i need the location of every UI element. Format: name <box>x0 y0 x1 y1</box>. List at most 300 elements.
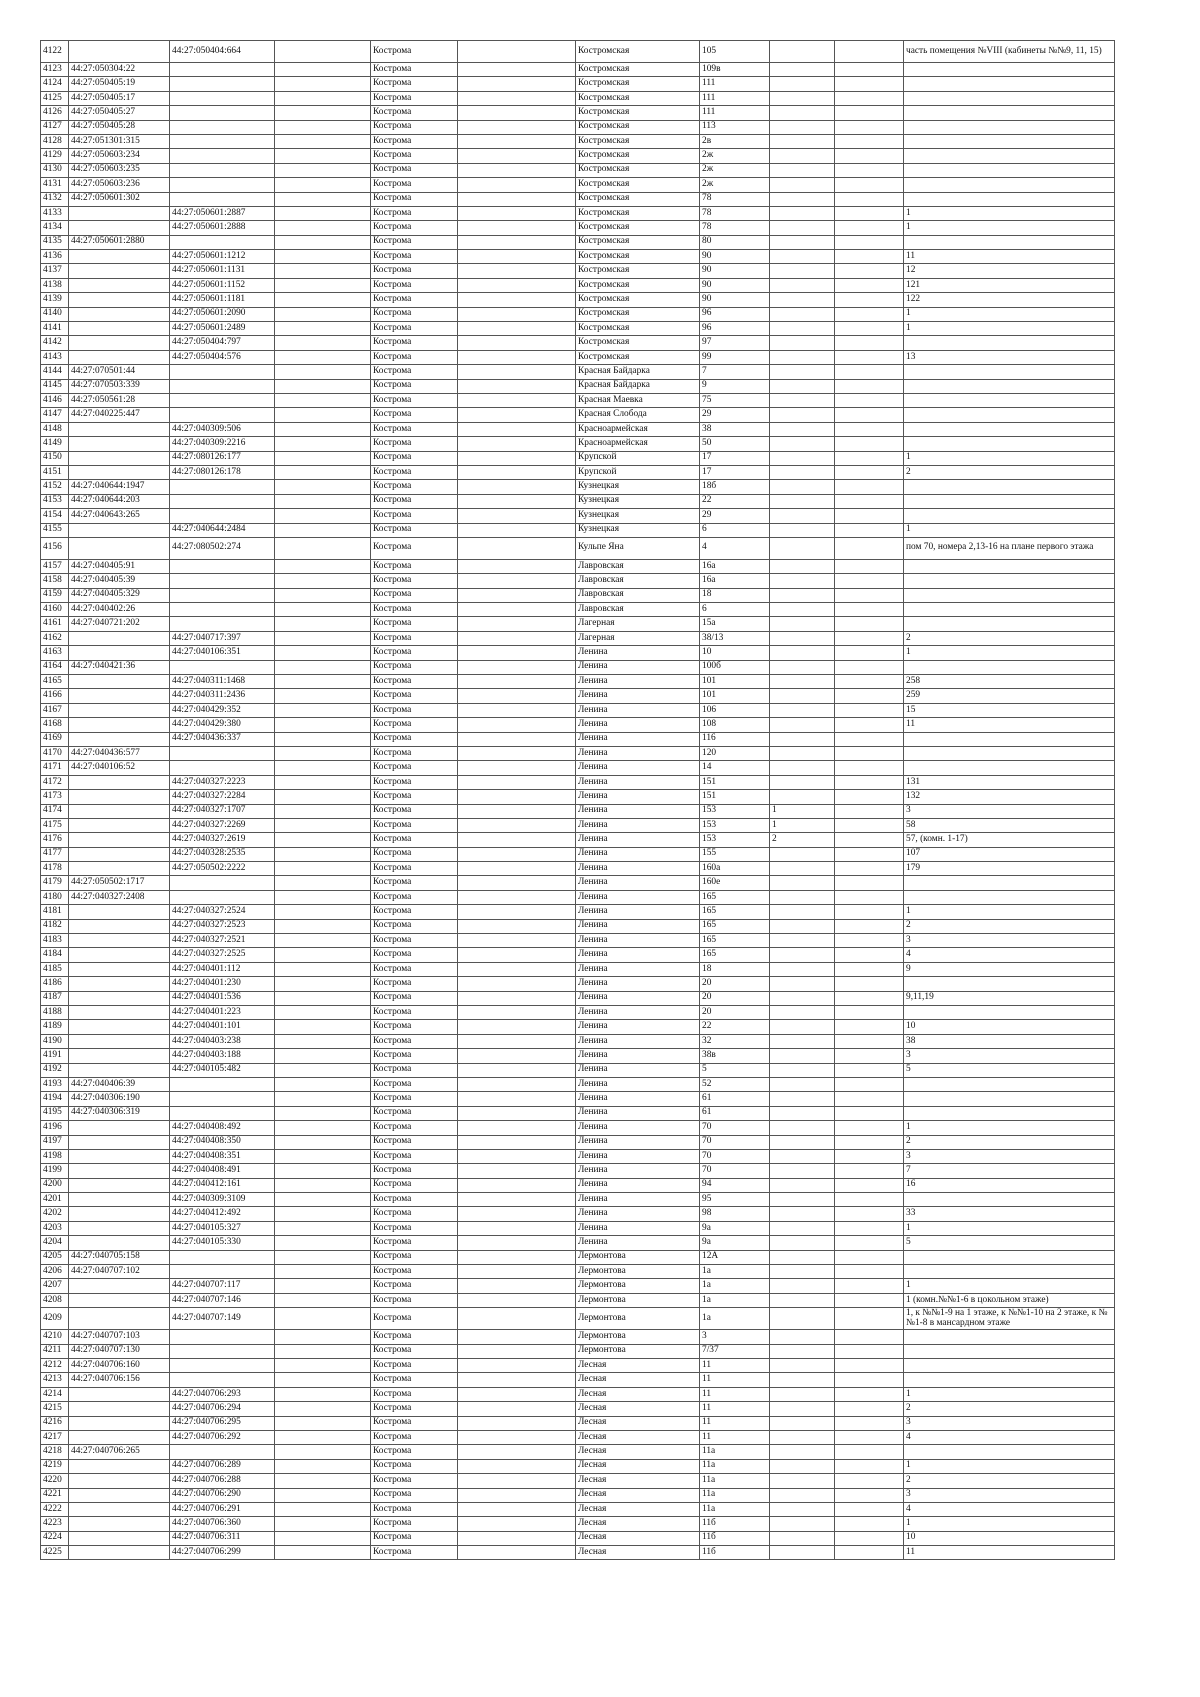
table-row <box>41 1308 1115 1330</box>
house-number-cell: 7/37 <box>700 1344 770 1358</box>
premises-description-cell: 11 <box>904 718 1115 732</box>
blank-column-cell <box>275 221 371 235</box>
premises-description-cell: 5 <box>904 1236 1115 1250</box>
blank-column-cell <box>835 790 904 804</box>
house-number-cell: 18б <box>700 480 770 494</box>
city-cell: Кострома <box>371 77 458 91</box>
parcel-cadastral-number-cell: 44:27:050601:2880 <box>69 235 170 249</box>
building-cell <box>770 660 835 674</box>
parcel-cadastral-number-cell: 44:27:050603:234 <box>69 149 170 163</box>
row-number-cell: 4186 <box>41 977 69 991</box>
row-number-cell: 4161 <box>41 617 69 631</box>
premises-description-cell: 58 <box>904 818 1115 832</box>
table-row <box>41 437 1115 451</box>
premises-description-cell: 12 <box>904 264 1115 278</box>
street-cell: Ленина <box>576 1121 700 1135</box>
building-cell <box>770 1121 835 1135</box>
building-cell <box>770 451 835 465</box>
premises-description-cell: 11 <box>904 250 1115 264</box>
row-number-cell: 4224 <box>41 1531 69 1545</box>
blank-column-cell <box>835 1531 904 1545</box>
blank-column-cell <box>275 804 371 818</box>
street-cell: Ленина <box>576 962 700 976</box>
table-row <box>41 934 1115 948</box>
street-cell: Ленина <box>576 818 700 832</box>
premises-description-cell: 1 <box>904 206 1115 220</box>
parcel-cadastral-number-cell <box>69 718 170 732</box>
row-number-cell: 4150 <box>41 451 69 465</box>
building-cell <box>770 1474 835 1488</box>
city-cell: Кострома <box>371 818 458 832</box>
table-row <box>41 1358 1115 1372</box>
table-row <box>41 1250 1115 1264</box>
street-cell: Костромская <box>576 336 700 350</box>
premises-cadastral-number-cell: 44:27:080502:274 <box>170 537 275 559</box>
house-number-cell: 17 <box>700 451 770 465</box>
parcel-cadastral-number-cell <box>69 1279 170 1293</box>
blank-column-cell <box>275 1020 371 1034</box>
premises-description-cell: 132 <box>904 790 1115 804</box>
table-row <box>41 559 1115 573</box>
city-cell: Кострома <box>371 163 458 177</box>
blank-column-cell <box>835 991 904 1005</box>
table-row <box>41 41 1115 63</box>
parcel-cadastral-number-cell <box>69 1149 170 1163</box>
house-number-cell: 5 <box>700 1063 770 1077</box>
building-cell <box>770 718 835 732</box>
street-cell: Ленина <box>576 1034 700 1048</box>
blank-column-cell <box>275 178 371 192</box>
blank-column-cell <box>835 890 904 904</box>
city-cell: Кострома <box>371 574 458 588</box>
blank-column-cell <box>835 1236 904 1250</box>
premises-cadastral-number-cell: 44:27:040429:352 <box>170 703 275 717</box>
table-row <box>41 948 1115 962</box>
blank-column-cell <box>835 905 904 919</box>
building-cell <box>770 1193 835 1207</box>
parcel-cadastral-number-cell <box>69 790 170 804</box>
house-number-cell: 11б <box>700 1546 770 1560</box>
parcel-cadastral-number-cell <box>69 1049 170 1063</box>
house-number-cell: 165 <box>700 934 770 948</box>
house-number-cell: 6 <box>700 603 770 617</box>
blank-column-cell <box>458 163 576 177</box>
street-cell: Кузнецкая <box>576 523 700 537</box>
blank-column-cell <box>275 934 371 948</box>
table-row <box>41 1020 1115 1034</box>
blank-column-cell <box>458 948 576 962</box>
blank-column-cell <box>275 675 371 689</box>
premises-description-cell: 1 <box>904 1121 1115 1135</box>
row-number-cell: 4166 <box>41 689 69 703</box>
blank-column-cell <box>835 1178 904 1192</box>
table-row <box>41 408 1115 422</box>
house-number-cell: 109в <box>700 63 770 77</box>
premises-cadastral-number-cell <box>170 509 275 523</box>
blank-column-cell <box>458 790 576 804</box>
street-cell: Ленина <box>576 646 700 660</box>
city-cell: Кострома <box>371 1279 458 1293</box>
premises-cadastral-number-cell <box>170 106 275 120</box>
house-number-cell: 3 <box>700 1330 770 1344</box>
premises-description-cell <box>904 761 1115 775</box>
parcel-cadastral-number-cell: 44:27:050603:235 <box>69 163 170 177</box>
street-cell: Лесная <box>576 1531 700 1545</box>
table-row <box>41 804 1115 818</box>
blank-column-cell <box>835 134 904 148</box>
street-cell: Лесная <box>576 1373 700 1387</box>
building-cell <box>770 646 835 660</box>
table-row <box>41 588 1115 602</box>
blank-column-cell <box>835 1308 904 1330</box>
blank-column-cell <box>835 1344 904 1358</box>
house-number-cell: 2ж <box>700 149 770 163</box>
blank-column-cell <box>458 1430 576 1444</box>
premises-description-cell: 259 <box>904 689 1115 703</box>
street-cell: Ленина <box>576 1178 700 1192</box>
parcel-cadastral-number-cell: 44:27:040705:158 <box>69 1250 170 1264</box>
table-row <box>41 221 1115 235</box>
premises-description-cell: 1 (комн.№№1-6 в цокольном этаже) <box>904 1293 1115 1307</box>
blank-column-cell <box>458 1207 576 1221</box>
street-cell: Ленина <box>576 718 700 732</box>
table-row <box>41 1207 1115 1221</box>
street-cell: Ленина <box>576 934 700 948</box>
blank-column-cell <box>275 264 371 278</box>
blank-column-cell <box>458 41 576 63</box>
row-number-cell: 4219 <box>41 1459 69 1473</box>
premises-cadastral-number-cell: 44:27:040105:327 <box>170 1221 275 1235</box>
city-cell: Кострома <box>371 1402 458 1416</box>
building-cell <box>770 1373 835 1387</box>
building-cell <box>770 847 835 861</box>
blank-column-cell <box>275 1430 371 1444</box>
parcel-cadastral-number-cell: 44:27:040706:160 <box>69 1358 170 1372</box>
premises-description-cell: 4 <box>904 948 1115 962</box>
blank-column-cell <box>458 1164 576 1178</box>
blank-column-cell <box>835 1135 904 1149</box>
street-cell: Ленина <box>576 689 700 703</box>
blank-column-cell <box>458 1149 576 1163</box>
parcel-cadastral-number-cell <box>69 322 170 336</box>
row-number-cell: 4188 <box>41 1006 69 1020</box>
blank-column-cell <box>458 1387 576 1401</box>
premises-description-cell <box>904 876 1115 890</box>
blank-column-cell <box>458 293 576 307</box>
parcel-cadastral-number-cell <box>69 962 170 976</box>
house-number-cell: 70 <box>700 1149 770 1163</box>
row-number-cell: 4167 <box>41 703 69 717</box>
street-cell: Лесная <box>576 1430 700 1444</box>
building-cell <box>770 559 835 573</box>
blank-column-cell <box>275 646 371 660</box>
table-row <box>41 149 1115 163</box>
blank-column-cell <box>275 149 371 163</box>
blank-column-cell <box>275 1279 371 1293</box>
blank-column-cell <box>835 1416 904 1430</box>
building-cell <box>770 790 835 804</box>
parcel-cadastral-number-cell <box>69 1488 170 1502</box>
premises-description-cell: 15 <box>904 703 1115 717</box>
blank-column-cell <box>835 480 904 494</box>
building-cell <box>770 1416 835 1430</box>
building-cell <box>770 775 835 789</box>
blank-column-cell <box>275 494 371 508</box>
house-number-cell: 101 <box>700 675 770 689</box>
premises-cadastral-number-cell: 44:27:040436:337 <box>170 732 275 746</box>
street-cell: Ленина <box>576 1092 700 1106</box>
table-row <box>41 1546 1115 1560</box>
street-cell: Ленина <box>576 1135 700 1149</box>
premises-description-cell: часть помещения №VIII (кабинеты №№9, 11, 15) <box>904 41 1115 63</box>
house-number-cell: 90 <box>700 250 770 264</box>
premises-description-cell <box>904 1250 1115 1264</box>
row-number-cell: 4140 <box>41 307 69 321</box>
street-cell: Ленина <box>576 703 700 717</box>
blank-column-cell <box>835 962 904 976</box>
table-row <box>41 603 1115 617</box>
street-cell: Лесная <box>576 1474 700 1488</box>
building-cell <box>770 1546 835 1560</box>
blank-column-cell <box>835 322 904 336</box>
house-number-cell: 78 <box>700 192 770 206</box>
house-number-cell: 75 <box>700 393 770 407</box>
row-number-cell: 4170 <box>41 746 69 760</box>
blank-column-cell <box>835 919 904 933</box>
house-number-cell: 29 <box>700 509 770 523</box>
street-cell: Крупской <box>576 465 700 479</box>
blank-column-cell <box>835 746 904 760</box>
house-number-cell: 11 <box>700 1430 770 1444</box>
blank-column-cell <box>275 480 371 494</box>
building-cell <box>770 192 835 206</box>
blank-column-cell <box>458 1063 576 1077</box>
table-row <box>41 1135 1115 1149</box>
street-cell: Костромская <box>576 293 700 307</box>
street-cell: Ленина <box>576 1164 700 1178</box>
premises-description-cell: 4 <box>904 1430 1115 1444</box>
blank-column-cell <box>458 422 576 436</box>
row-number-cell: 4208 <box>41 1293 69 1307</box>
premises-cadastral-number-cell: 44:27:040309:506 <box>170 422 275 436</box>
blank-column-cell <box>275 437 371 451</box>
blank-column-cell <box>458 264 576 278</box>
blank-column-cell <box>458 1106 576 1120</box>
premises-cadastral-number-cell: 44:27:050601:1181 <box>170 293 275 307</box>
premises-cadastral-number-cell: 44:27:040327:2284 <box>170 790 275 804</box>
house-number-cell: 160а <box>700 862 770 876</box>
blank-column-cell <box>458 1279 576 1293</box>
city-cell: Кострома <box>371 1020 458 1034</box>
table-row <box>41 660 1115 674</box>
blank-column-cell <box>275 1149 371 1163</box>
house-number-cell: 97 <box>700 336 770 350</box>
table-row <box>41 631 1115 645</box>
street-cell: Ленина <box>576 890 700 904</box>
table-row <box>41 1236 1115 1250</box>
city-cell: Кострома <box>371 660 458 674</box>
parcel-cadastral-number-cell <box>69 307 170 321</box>
parcel-cadastral-number-cell <box>69 41 170 63</box>
row-number-cell: 4160 <box>41 603 69 617</box>
house-number-cell: 151 <box>700 775 770 789</box>
blank-column-cell <box>458 1373 576 1387</box>
blank-column-cell <box>275 1250 371 1264</box>
building-cell: 2 <box>770 833 835 847</box>
street-cell: Красная Слобода <box>576 408 700 422</box>
parcel-cadastral-number-cell <box>69 1034 170 1048</box>
premises-description-cell: 3 <box>904 1049 1115 1063</box>
premises-description-cell: 3 <box>904 1488 1115 1502</box>
blank-column-cell <box>458 559 576 573</box>
table-row <box>41 991 1115 1005</box>
premises-cadastral-number-cell: 44:27:080126:178 <box>170 465 275 479</box>
table-row <box>41 1149 1115 1163</box>
premises-description-cell <box>904 1358 1115 1372</box>
premises-description-cell <box>904 1344 1115 1358</box>
parcel-cadastral-number-cell <box>69 1221 170 1235</box>
city-cell: Кострома <box>371 1034 458 1048</box>
city-cell: Кострома <box>371 120 458 134</box>
parcel-cadastral-number-cell <box>69 437 170 451</box>
premises-description-cell: 2 <box>904 465 1115 479</box>
table-row <box>41 818 1115 832</box>
premises-cadastral-number-cell: 44:27:040717:397 <box>170 631 275 645</box>
street-cell: Ленина <box>576 847 700 861</box>
street-cell: Кузнецкая <box>576 494 700 508</box>
building-cell <box>770 1517 835 1531</box>
blank-column-cell <box>458 1502 576 1516</box>
blank-column-cell <box>275 523 371 537</box>
building-cell <box>770 689 835 703</box>
blank-column-cell <box>835 1445 904 1459</box>
building-cell <box>770 264 835 278</box>
premises-cadastral-number-cell <box>170 660 275 674</box>
blank-column-cell <box>275 408 371 422</box>
premises-description-cell <box>904 746 1115 760</box>
premises-cadastral-number-cell <box>170 574 275 588</box>
blank-column-cell <box>275 890 371 904</box>
street-cell: Ленина <box>576 977 700 991</box>
table-row <box>41 617 1115 631</box>
blank-column-cell <box>835 451 904 465</box>
parcel-cadastral-number-cell <box>69 847 170 861</box>
house-number-cell: 32 <box>700 1034 770 1048</box>
blank-column-cell <box>275 1265 371 1279</box>
blank-column-cell <box>275 775 371 789</box>
table-row <box>41 1077 1115 1091</box>
city-cell: Кострома <box>371 689 458 703</box>
parcel-cadastral-number-cell: 44:27:050304:22 <box>69 63 170 77</box>
city-cell: Кострома <box>371 307 458 321</box>
table-row <box>41 1063 1115 1077</box>
house-number-cell: 29 <box>700 408 770 422</box>
row-number-cell: 4127 <box>41 120 69 134</box>
building-cell <box>770 574 835 588</box>
blank-column-cell <box>275 1531 371 1545</box>
blank-column-cell <box>835 336 904 350</box>
blank-column-cell <box>835 732 904 746</box>
parcel-cadastral-number-cell <box>69 250 170 264</box>
table-row <box>41 465 1115 479</box>
parcel-cadastral-number-cell: 44:27:040721:202 <box>69 617 170 631</box>
city-cell: Кострома <box>371 1135 458 1149</box>
city-cell: Кострома <box>371 149 458 163</box>
premises-description-cell: 3 <box>904 1149 1115 1163</box>
blank-column-cell <box>835 1164 904 1178</box>
city-cell: Кострома <box>371 804 458 818</box>
blank-column-cell <box>275 703 371 717</box>
blank-column-cell <box>275 509 371 523</box>
parcel-cadastral-number-cell: 44:27:040225:447 <box>69 408 170 422</box>
parcel-cadastral-number-cell <box>69 1546 170 1560</box>
blank-column-cell <box>458 1416 576 1430</box>
premises-cadastral-number-cell: 44:27:050404:576 <box>170 350 275 364</box>
street-cell: Костромская <box>576 77 700 91</box>
house-number-cell: 2ж <box>700 163 770 177</box>
building-cell <box>770 948 835 962</box>
table-row <box>41 876 1115 890</box>
premises-cadastral-number-cell <box>170 761 275 775</box>
street-cell: Лавровская <box>576 603 700 617</box>
blank-column-cell <box>275 1416 371 1430</box>
city-cell: Кострома <box>371 1344 458 1358</box>
blank-column-cell <box>458 1308 576 1330</box>
blank-column-cell <box>458 393 576 407</box>
parcel-cadastral-number-cell: 44:27:050405:17 <box>69 91 170 105</box>
blank-column-cell <box>835 833 904 847</box>
blank-column-cell <box>835 1149 904 1163</box>
house-number-cell: 90 <box>700 264 770 278</box>
city-cell: Кострома <box>371 1250 458 1264</box>
street-cell: Ленина <box>576 991 700 1005</box>
house-number-cell: 165 <box>700 905 770 919</box>
building-cell <box>770 1344 835 1358</box>
street-cell: Костромская <box>576 63 700 77</box>
blank-column-cell <box>275 761 371 775</box>
building-cell <box>770 1135 835 1149</box>
street-cell: Лесная <box>576 1445 700 1459</box>
city-cell: Кострома <box>371 336 458 350</box>
parcel-cadastral-number-cell <box>69 1459 170 1473</box>
premises-cadastral-number-cell: 44:27:040327:2521 <box>170 934 275 948</box>
blank-column-cell <box>835 1092 904 1106</box>
blank-column-cell <box>835 934 904 948</box>
blank-column-cell <box>835 631 904 645</box>
blank-column-cell <box>458 120 576 134</box>
house-number-cell: 106 <box>700 703 770 717</box>
house-number-cell: 98 <box>700 1207 770 1221</box>
building-cell <box>770 163 835 177</box>
blank-column-cell <box>835 559 904 573</box>
building-cell <box>770 890 835 904</box>
blank-column-cell <box>275 588 371 602</box>
city-cell: Кострома <box>371 264 458 278</box>
blank-column-cell <box>275 991 371 1005</box>
premises-cadastral-number-cell <box>170 91 275 105</box>
row-number-cell: 4192 <box>41 1063 69 1077</box>
row-number-cell: 4139 <box>41 293 69 307</box>
table-row <box>41 1387 1115 1401</box>
house-number-cell: 160е <box>700 876 770 890</box>
house-number-cell: 70 <box>700 1135 770 1149</box>
premises-description-cell: 11 <box>904 1546 1115 1560</box>
table-row <box>41 509 1115 523</box>
row-number-cell: 4132 <box>41 192 69 206</box>
premises-description-cell: 1, к №№1-9 на 1 этаже, к №№1-10 на 2 этаже, к №№1-8 в мансардном этаже <box>904 1308 1115 1330</box>
street-cell: Красноармейская <box>576 437 700 451</box>
building-cell <box>770 178 835 192</box>
